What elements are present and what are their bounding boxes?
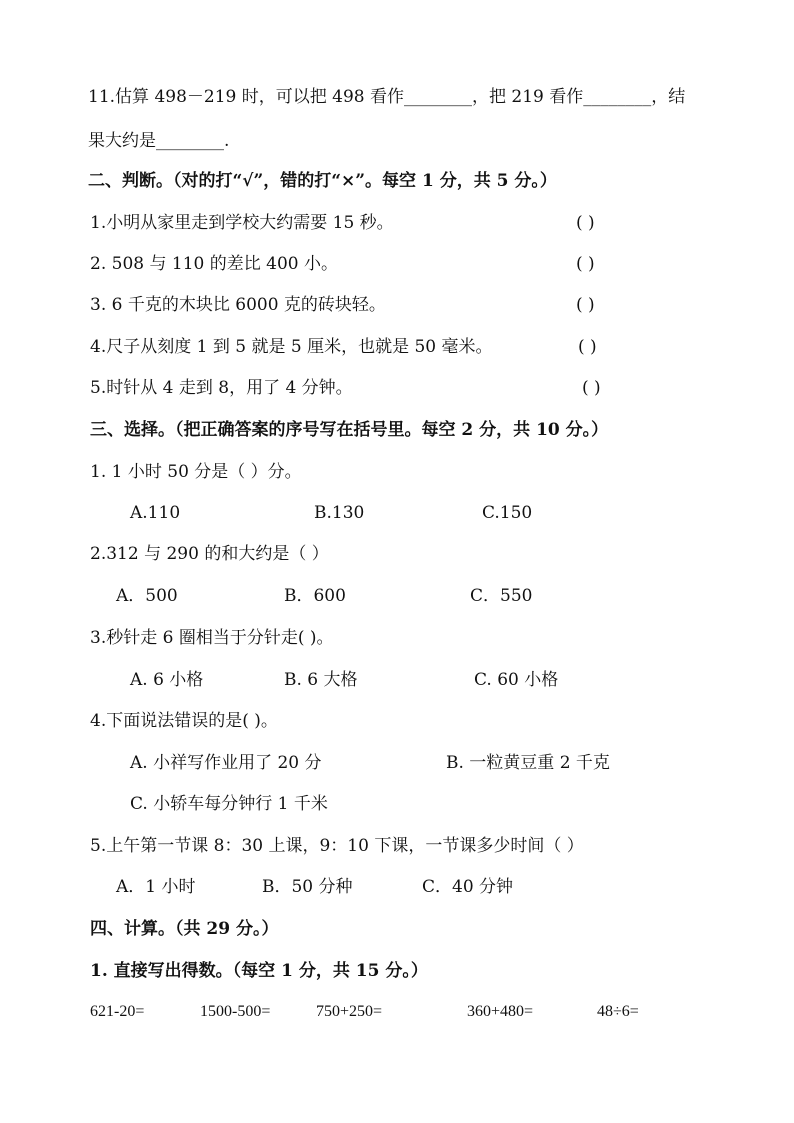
choice-q3-option-c[interactable]: C. 60 小格 <box>474 670 559 690</box>
choice-q5: 5.上午第一节课 8：30 上课，9：10 下课，一节课多少时间（ ） <box>90 836 584 856</box>
section4-title: 四、计算。（共 29 分。） <box>90 919 279 939</box>
judge-answer-5[interactable]: ( ) <box>582 378 601 398</box>
section4-sub1: 1. 直接写出得数。（每空 1 分，共 15 分。） <box>90 961 428 981</box>
judge-item-2: 2. 508 与 110 的差比 400 小。 <box>90 254 338 274</box>
judge-answer-2[interactable]: ( ) <box>576 254 595 274</box>
judge-answer-3[interactable]: ( ) <box>576 295 595 315</box>
choice-q1-option-c[interactable]: C.150 <box>482 503 533 523</box>
choice-q2-option-c[interactable]: C．550 <box>470 586 533 606</box>
choice-q4: 4.下面说法错误的是( )。 <box>90 711 278 731</box>
choice-q3: 3.秒针走 6 圈相当于分针走( )。 <box>90 628 334 648</box>
calc-item-5[interactable]: 48÷6= <box>597 1003 639 1020</box>
choice-q1: 1. 1 小时 50 分是（ ）分。 <box>90 462 302 482</box>
q11-line2: 果大约是________. <box>88 131 230 151</box>
choice-q3-option-a[interactable]: A. 6 小格 <box>130 670 204 690</box>
choice-q1-option-a[interactable]: A.110 <box>130 503 181 523</box>
choice-q4-option-b[interactable]: B. 一粒黄豆重 2 千克 <box>446 753 610 773</box>
choice-q1-option-b[interactable]: B.130 <box>314 503 365 523</box>
judge-item-3: 3. 6 千克的木块比 6000 克的砖块轻。 <box>90 295 386 315</box>
choice-q4-option-a[interactable]: A. 小祥写作业用了 20 分 <box>130 753 322 773</box>
choice-q2-option-b[interactable]: B．600 <box>284 586 346 606</box>
section3-title: 三、选择。（把正确答案的序号写在括号里。每空 2 分，共 10 分。） <box>90 420 609 440</box>
choice-q4-option-c[interactable]: C. 小轿车每分钟行 1 千米 <box>130 794 328 814</box>
calc-item-1[interactable]: 621-20= <box>90 1003 145 1020</box>
judge-answer-1[interactable]: ( ) <box>576 213 595 233</box>
choice-q3-option-b[interactable]: B. 6 大格 <box>284 670 358 690</box>
choice-q2: 2.312 与 290 的和大约是（ ） <box>90 544 329 564</box>
choice-q5-option-c[interactable]: C．40 分钟 <box>422 877 514 897</box>
calc-item-4[interactable]: 360+480= <box>467 1003 534 1020</box>
calc-item-2[interactable]: 1500-500= <box>200 1003 271 1020</box>
judge-item-5: 5.时针从 4 走到 8，用了 4 分钟。 <box>90 378 353 398</box>
choice-q5-option-b[interactable]: B．50 分种 <box>262 877 353 897</box>
choice-q2-option-a[interactable]: A．500 <box>116 586 178 606</box>
judge-item-1: 1.小明从家里走到学校大约需要 15 秒。 <box>90 213 394 233</box>
judge-item-4: 4.尺子从刻度 1 到 5 就是 5 厘米，也就是 50 毫米。 <box>90 337 493 357</box>
choice-q5-option-a[interactable]: A．1 小时 <box>116 877 196 897</box>
calc-item-3[interactable]: 750+250= <box>316 1003 383 1020</box>
judge-answer-4[interactable]: ( ) <box>578 337 597 357</box>
q11-line1: 11.估算 498－219 时，可以把 498 看作________，把 219 看作________，结 <box>88 87 686 107</box>
section2-title: 二、判断。（对的打“√”，错的打“×”。每空 1 分，共 5 分。） <box>88 171 557 191</box>
